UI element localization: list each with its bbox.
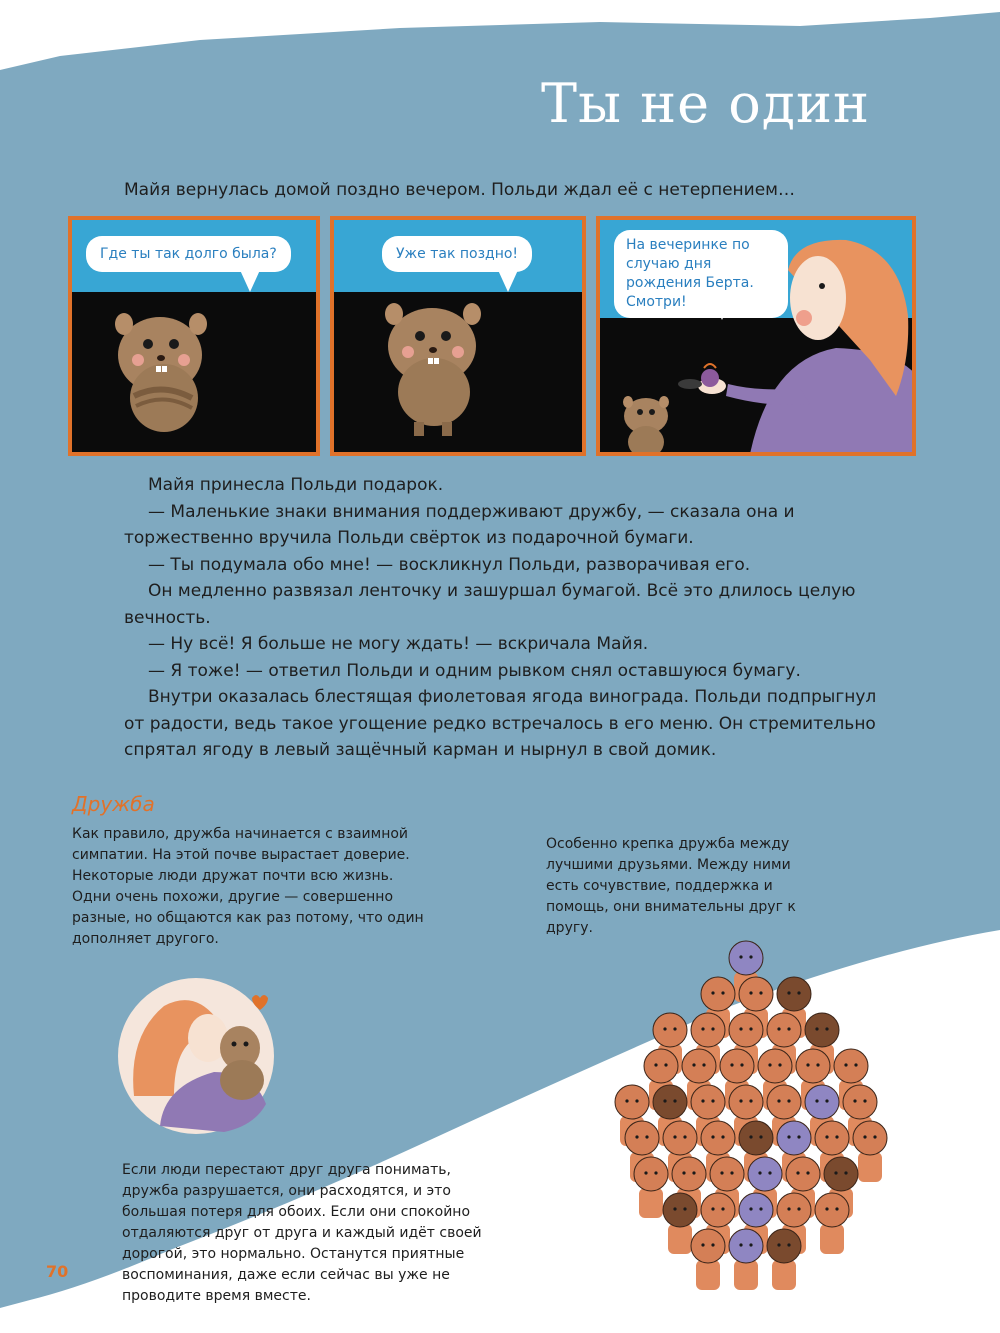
page-title: Ты не один <box>540 72 870 135</box>
hug-illustration <box>104 976 284 1136</box>
intro-text: Майя вернулась домой поздно вечером. Польди ждал её с нетерпением… <box>124 180 795 200</box>
speech-bubble-3: На вечеринке по случаю дня рождения Берта. Смотри! <box>614 230 788 318</box>
story-text <box>124 472 884 764</box>
comic-panel-2 <box>330 216 586 456</box>
comic-panel-1 <box>68 216 320 456</box>
story-paragraph: Майя принесла Польди подарок. <box>148 475 444 495</box>
maya-gives-gift-illustration <box>600 220 916 456</box>
hamster-arms-crossed-illustration <box>72 220 320 456</box>
hamster-standing-illustration <box>334 220 586 456</box>
story-paragraph: — Маленькие знаки внимания поддерживают дружбу, — сказала она и торжественно вручила Польди свёрток из подарочной бумаги. <box>124 501 795 548</box>
section-heading-friendship: Дружба <box>72 792 155 816</box>
friendship-right-text: Особенно крепка дружба между лучшими друзьями. Между ними есть сочувствие, поддержка и помощь, они внимательны друг к другу. <box>546 836 796 936</box>
speech-bubble-1: Где ты так долго была? <box>86 236 291 272</box>
speech-bubble-2: Уже так поздно! <box>382 236 532 272</box>
friendship-left-text: Как правило, дружба начинается с взаимной симпатии. На этой почве вырастает доверие. Некоторые люди дружат почти всю жизнь. Одни очень похожи, другие — совершенно разные, но общаются как раз потому, что один дополняет другого. <box>72 826 424 947</box>
story-paragraph: — Ну всё! Я больше не могу ждать! — вскричала Майя. <box>148 634 649 654</box>
comic-panel-3 <box>596 216 916 456</box>
story-paragraph: Внутри оказалась блестящая фиолетовая ягода винограда. Польди подпрыгнул от радости, ведь такое угощение редко встречалось в его меню. Он стремительно спрятал ягоду в левый защёчный карман и нырнул в свой домик. <box>124 687 877 760</box>
story-paragraph: — Я тоже! — ответил Польди и одним рывком снял оставшуюся бумагу. <box>148 660 801 681</box>
friendship-bottom-text: Если люди перестают друг друга понимать, дружба разрушается, они расходятся, и это большая потеря для обоих. Если они спокойно отдаляются друг от друга и каждый идёт своей дорогой, это нормально. Останутся приятные воспоминания, даже если сейчас вы уже не проводите время вместе. <box>122 1162 482 1304</box>
crowd-of-friends-illustration <box>500 936 970 1316</box>
page-number: 70 <box>46 1262 69 1281</box>
story-paragraph: Он медленно развязал ленточку и зашуршал бумагой. Всё это длилось целую вечность. <box>124 581 856 628</box>
story-paragraph: — Ты подумала обо мне! — воскликнул Польди, разворачивая его. <box>148 554 751 575</box>
